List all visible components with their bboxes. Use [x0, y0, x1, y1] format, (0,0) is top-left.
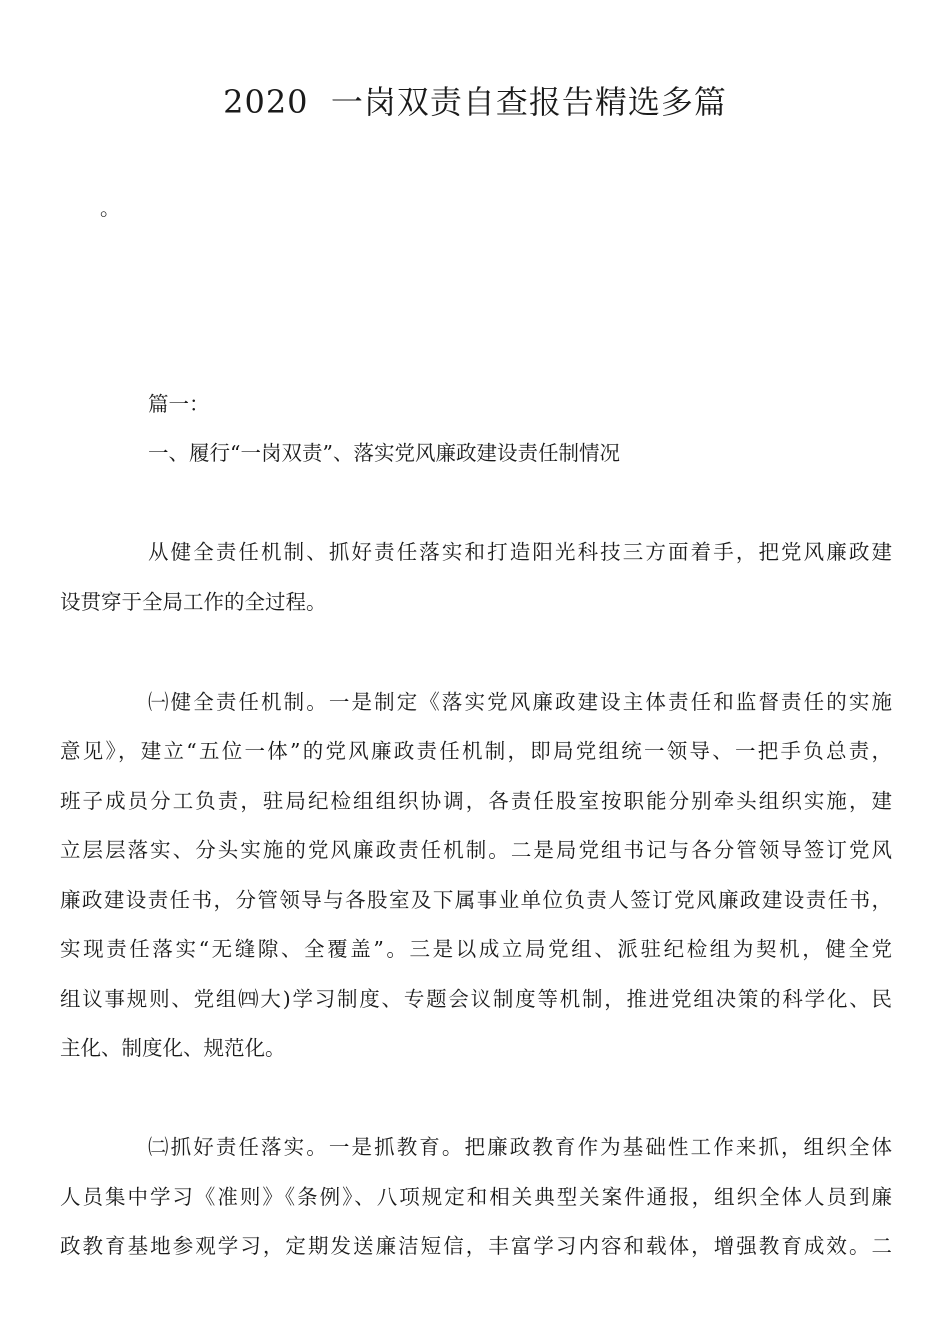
- para-3-line-3: 政教育基地参观学习，定期发送廉洁短信，丰富学习内容和载体，增强教育成效。二: [60, 1234, 892, 1258]
- stray-mark: 。: [100, 196, 120, 220]
- section-label: 篇一：: [148, 392, 210, 416]
- para-2-line-4: 立层层落实、分头实施的党风廉政责任机制。二是局党组书记与各分管领导签订党风: [60, 838, 892, 862]
- para-3-line-1: ㈡抓好责任落实。一是抓教育。把廉政教育作为基础性工作来抓，组织全体: [148, 1135, 892, 1159]
- para-2-line-7: 组议事规则、党组㈣大)学习制度、专题会议制度等机制，推进党组决策的科学化、民: [60, 987, 892, 1011]
- para-2-line-2: 意见》，建立“五位一体”的党风廉政责任机制，即局党组统一领导、一把手负总责，: [60, 739, 892, 763]
- document-title: 2020 一岗双责自查报告精选多篇: [223, 83, 727, 121]
- para-2-line-1: ㈠健全责任机制。一是制定《落实党风廉政建设主体责任和监督责任的实施: [148, 690, 892, 714]
- heading-1: 一、履行“一岗双责”、落实党风廉政建设责任制情况: [148, 441, 620, 465]
- para-1-line-2: 设贯穿于全局工作的全过程。: [60, 590, 327, 614]
- para-2-line-8: 主化、制度化、规范化。: [60, 1036, 286, 1060]
- para-1-line-1: 从健全责任机制、抓好责任落实和打造阳光科技三方面着手，把党风廉政建: [148, 540, 892, 564]
- para-3-line-2: 人员集中学习《准则》《条例》、八项规定和相关典型关案件通报，组织全体人员到廉: [60, 1185, 892, 1209]
- para-2-line-5: 廉政建设责任书，分管领导与各股室及下属事业单位负责人签订党风廉政建设责任书，: [60, 888, 892, 912]
- para-2-line-3: 班子成员分工负责，驻局纪检组组织协调，各责任股室按职能分别牵头组织实施，建: [60, 789, 892, 813]
- para-2-line-6: 实现责任落实“无缝隙、全覆盖”。三是以成立局党组、派驻纪检组为契机，健全党: [60, 937, 892, 961]
